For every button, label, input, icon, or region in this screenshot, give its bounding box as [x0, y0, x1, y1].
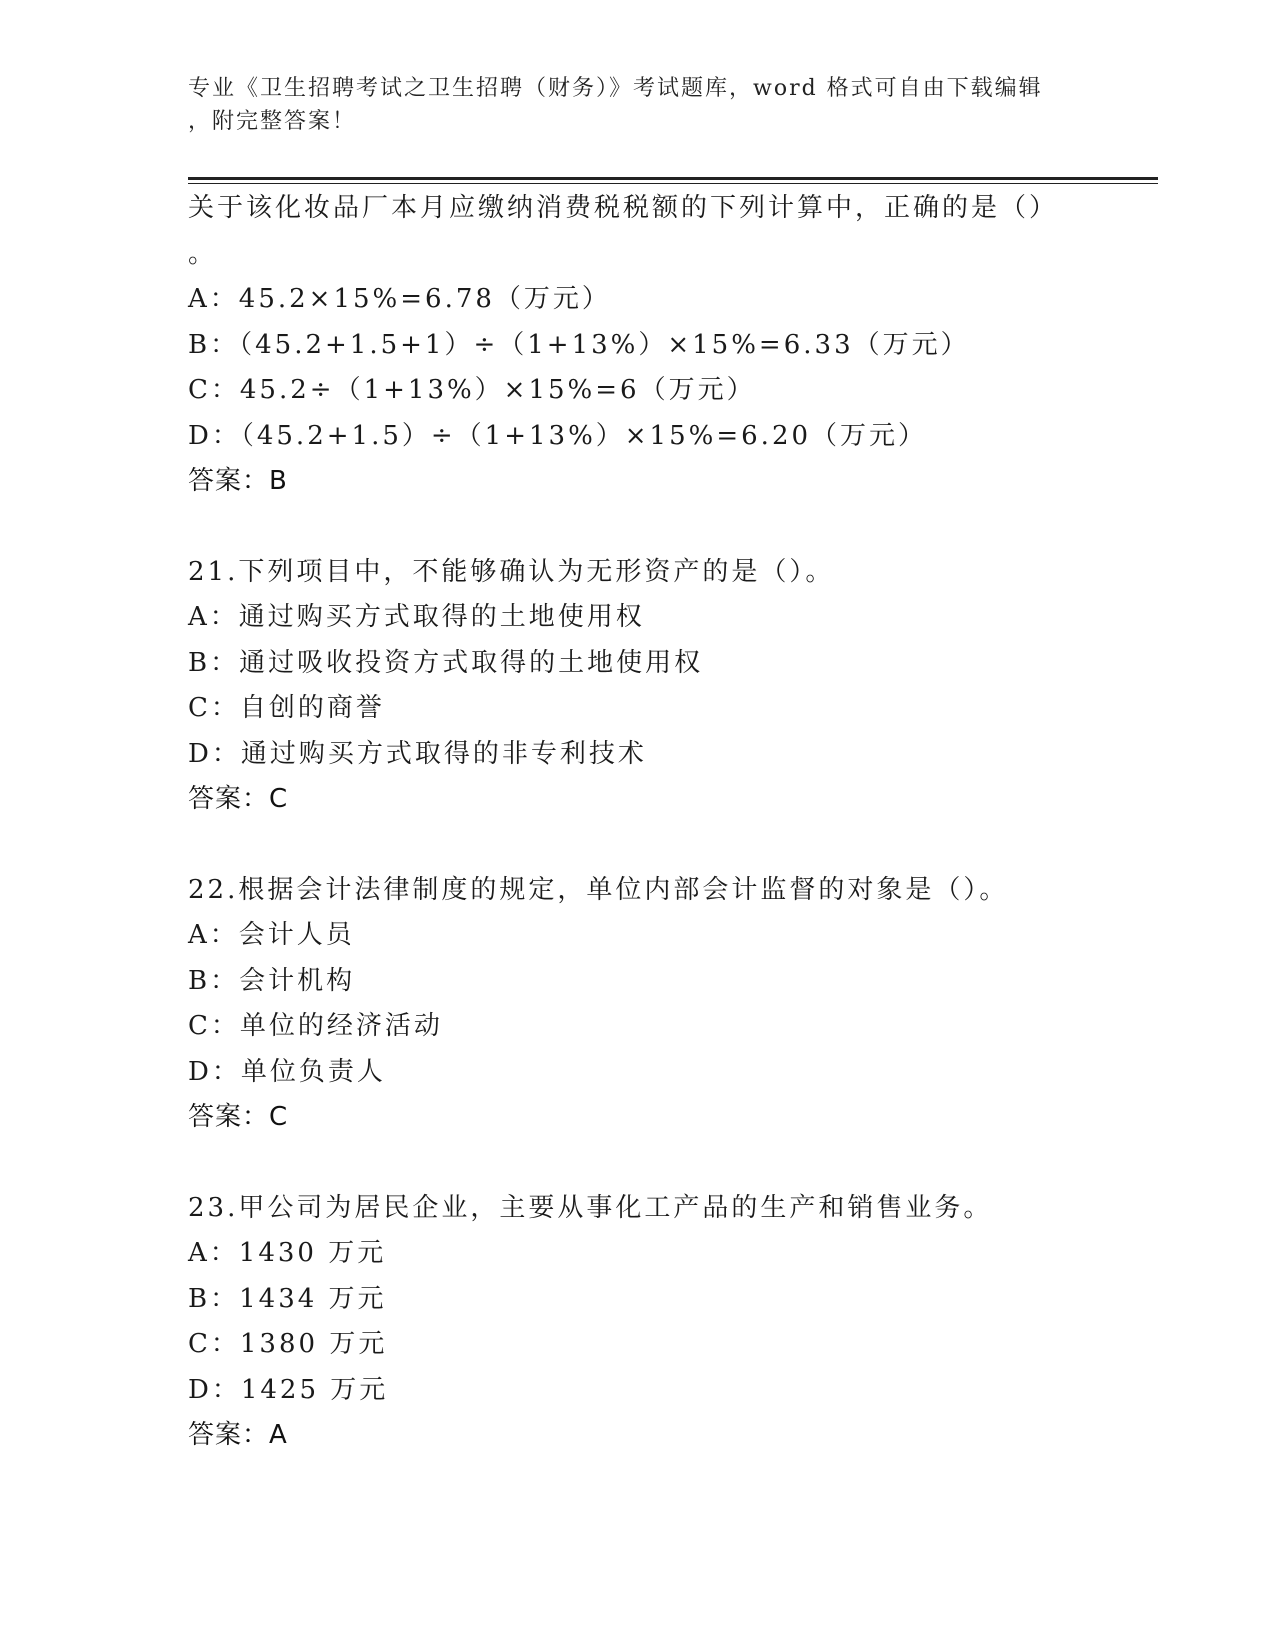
option-a: A：会计人员	[188, 920, 355, 950]
question-stem-end: 。	[188, 238, 218, 269]
answer: 答案：B	[188, 466, 288, 496]
option-b: B：会计机构	[188, 965, 356, 996]
spacer	[188, 823, 1138, 868]
option-b: B：（45.2+1.5+1）÷（1+13%）×15%=6.33（万元）	[188, 329, 970, 360]
option-d: D：单位负责人	[188, 1056, 386, 1087]
option-d: D：通过购买方式取得的非专利技术	[188, 738, 647, 769]
spacer	[188, 505, 1138, 550]
option-b: B：1434 万元	[188, 1283, 387, 1314]
question-21	[188, 550, 1138, 823]
option-a: A：1430 万元	[188, 1238, 387, 1268]
question-20	[188, 186, 1138, 505]
option-a: A：45.2×15%=6.78（万元）	[188, 284, 611, 314]
option-c: C：自创的商誉	[188, 693, 385, 723]
option-d: D：（45.2+1.5）÷（1+13%）×15%=6.20（万元）	[188, 420, 928, 451]
question-23	[188, 1186, 1138, 1459]
answer: 答案：C	[188, 1102, 289, 1132]
option-c: C：单位的经济活动	[188, 1011, 443, 1041]
option-d: D：1425 万元	[188, 1374, 389, 1405]
answer: 答案：C	[188, 784, 289, 814]
question-stem: 23.甲公司为居民企业，主要从事化工产品的生产和销售业务。	[188, 1192, 993, 1223]
header-line-1: 专业《卫生招聘考试之卫生招聘（财务）》考试题库，word 格式可自由下载编辑	[188, 76, 1043, 101]
question-list	[188, 186, 1138, 1459]
option-c: C：45.2÷（1+13%）×15%=6（万元）	[188, 375, 756, 405]
answer: 答案：A	[188, 1420, 288, 1450]
question-stem: 22.根据会计法律制度的规定，单位内部会计监督的对象是（）。	[188, 874, 1009, 905]
document-header	[188, 72, 1068, 138]
option-b: B：通过吸收投资方式取得的土地使用权	[188, 647, 704, 678]
header-divider-thick	[188, 177, 1158, 180]
question-stem: 关于该化妆品厂本月应缴纳消费税税额的下列计算中，正确的是（）	[188, 193, 1059, 223]
question-22	[188, 868, 1138, 1141]
option-a: A：通过购买方式取得的土地使用权	[188, 602, 645, 632]
header-divider-thin	[188, 183, 1158, 184]
spacer	[188, 1141, 1138, 1186]
question-stem: 21.下列项目中，不能够确认为无形资产的是（）。	[188, 556, 835, 587]
header-line-2: ，附完整答案！	[188, 109, 357, 134]
option-c: C：1380 万元	[188, 1329, 388, 1359]
